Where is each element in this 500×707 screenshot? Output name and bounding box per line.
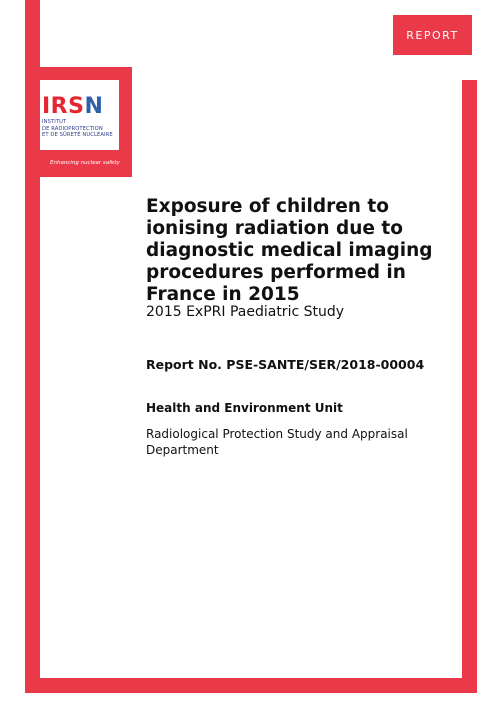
- report-title: Exposure of children to ionising radiation due to diagnostic medical imaging procedures performed in France in 2015: [146, 196, 433, 305]
- logo-institute-name: [42, 119, 118, 139]
- frame-bottom-bar: [25, 678, 477, 693]
- report-number: Report No. PSE-SANTE/SER/2018-00004: [146, 357, 425, 372]
- logo-institute-line: INSTITUT: [42, 119, 67, 125]
- logo-tagline: Enhancing nuclear safety: [50, 160, 120, 166]
- report-subtitle: 2015 ExPRI Paediatric Study: [146, 304, 345, 320]
- department-name: Radiological Protection Study and Appraisal Department: [146, 427, 408, 457]
- irsn-logo: [40, 80, 119, 150]
- report-badge: REPORT: [393, 15, 472, 55]
- logo-wordmark: [42, 96, 103, 118]
- logo-institute-line: DE RADIOPROTECTION: [42, 125, 103, 132]
- unit-name: Health and Environment Unit: [146, 401, 343, 415]
- logo-letters: IRS: [42, 94, 85, 119]
- logo-last-letter: N: [84, 94, 104, 119]
- frame-right-bar: [462, 80, 477, 693]
- logo-institute-line: ET DE SÛRETÉ NUCLÉAIRE: [42, 132, 113, 138]
